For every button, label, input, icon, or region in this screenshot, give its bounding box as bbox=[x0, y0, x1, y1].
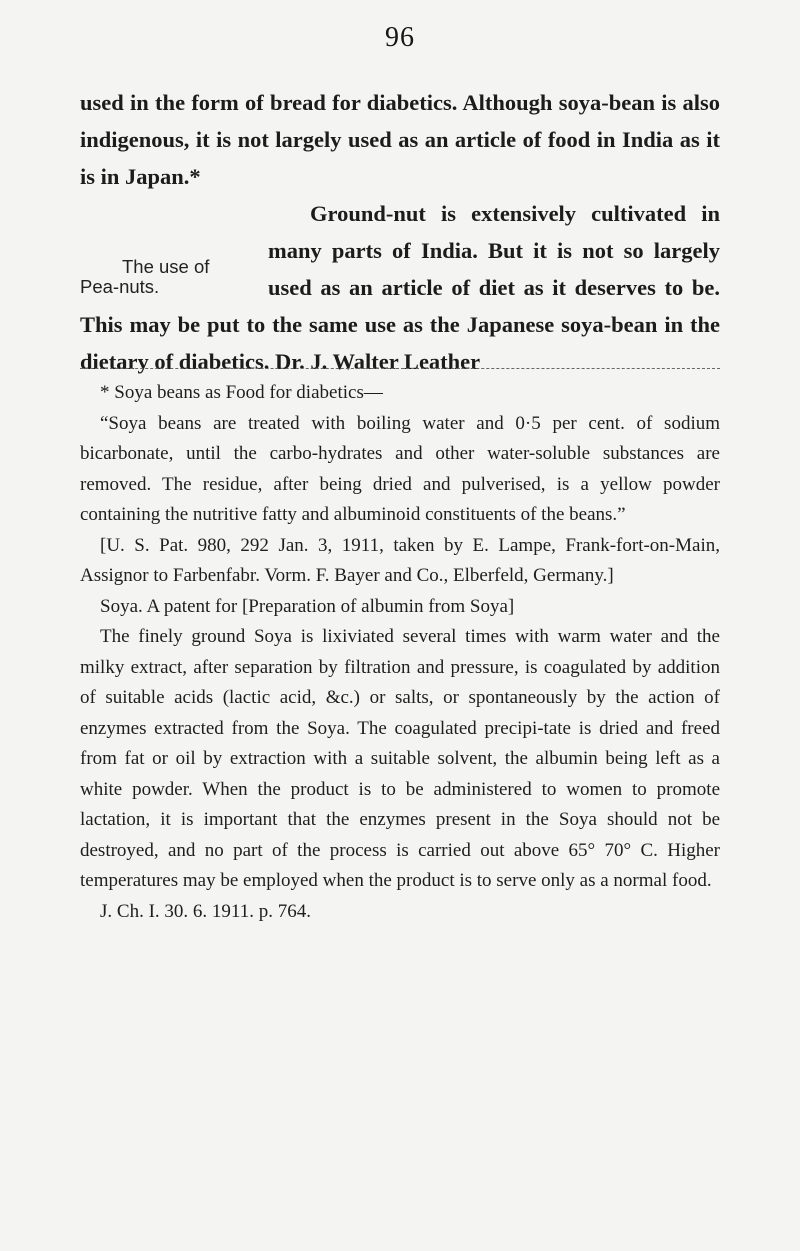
paragraph-ground-nut-body: is extensively cultivated in many parts of India. But it is not so largely used as an article of diet as it deserves to be. This may be put to the same use as the Japanese soya-bean in the dietary of diabetics. Dr. J. Walter Leather bbox=[80, 201, 720, 374]
footnote-quote: “Soya beans are treated with boiling water and 0·5 per cent. of sodium bicarbonate, until the carbo-hydrates and other water-soluble substances are removed. The residue, after being dried and pulverised, is a yellow powder containing the nutritive fatty and albuminoid constituents of the beans.” bbox=[80, 412, 720, 525]
footnote-process: The finely ground Soya is lixiviated several times with warm water and the milky extract, after separation by filtration and pressure, is coagulated by addition of suitable acids (lactic acid, &c.) or salts, or spontaneously by the action of enzymes extracted from the Soya. The coagulated precipi-tate is dried and freed from fat or oil by extraction with a suitable solvent, the albumin being left as a white powder. When the product is to be administered to women to promote lactation, it is important that the enzymes present in the Soya should not be destroyed, and no part of the process is carried out above 65° 70° C. Higher temperatures may be employed when the product is to serve only as a normal food. bbox=[80, 626, 720, 891]
paragraph-soya-bean: used in the form of bread for diabetics. Although soya-bean is also indigenous, it is not largely used as an article of food in India as it is in Japan.* bbox=[80, 90, 720, 189]
margin-note-peanuts: The use of Pea-nuts. bbox=[80, 256, 210, 297]
page-number: 96 bbox=[385, 22, 415, 53]
footnote-patent-title: Soya. A patent for [Preparation of albumin from Soya] bbox=[100, 595, 515, 617]
main-text bbox=[80, 84, 720, 380]
paragraph-ground-nut-lead: Ground-nut bbox=[310, 201, 426, 226]
paragraph-ground-nut bbox=[80, 195, 720, 380]
footnote-heading: * Soya beans as Food for diabetics— bbox=[100, 382, 383, 403]
footnote-patent-reference: [U. S. Pat. 980, 292 Jan. 3, 1911, taken by E. Lampe, Frank-fort-on-Main, Assignor to Farbenfabr. Vorm. F. Bayer and Co., Elberfeld, Germany.] bbox=[80, 534, 720, 586]
footnote-divider bbox=[80, 368, 720, 369]
footnote-citation: J. Ch. I. 30. 6. 1911. p. 764. bbox=[100, 900, 311, 922]
footnote bbox=[80, 378, 720, 927]
